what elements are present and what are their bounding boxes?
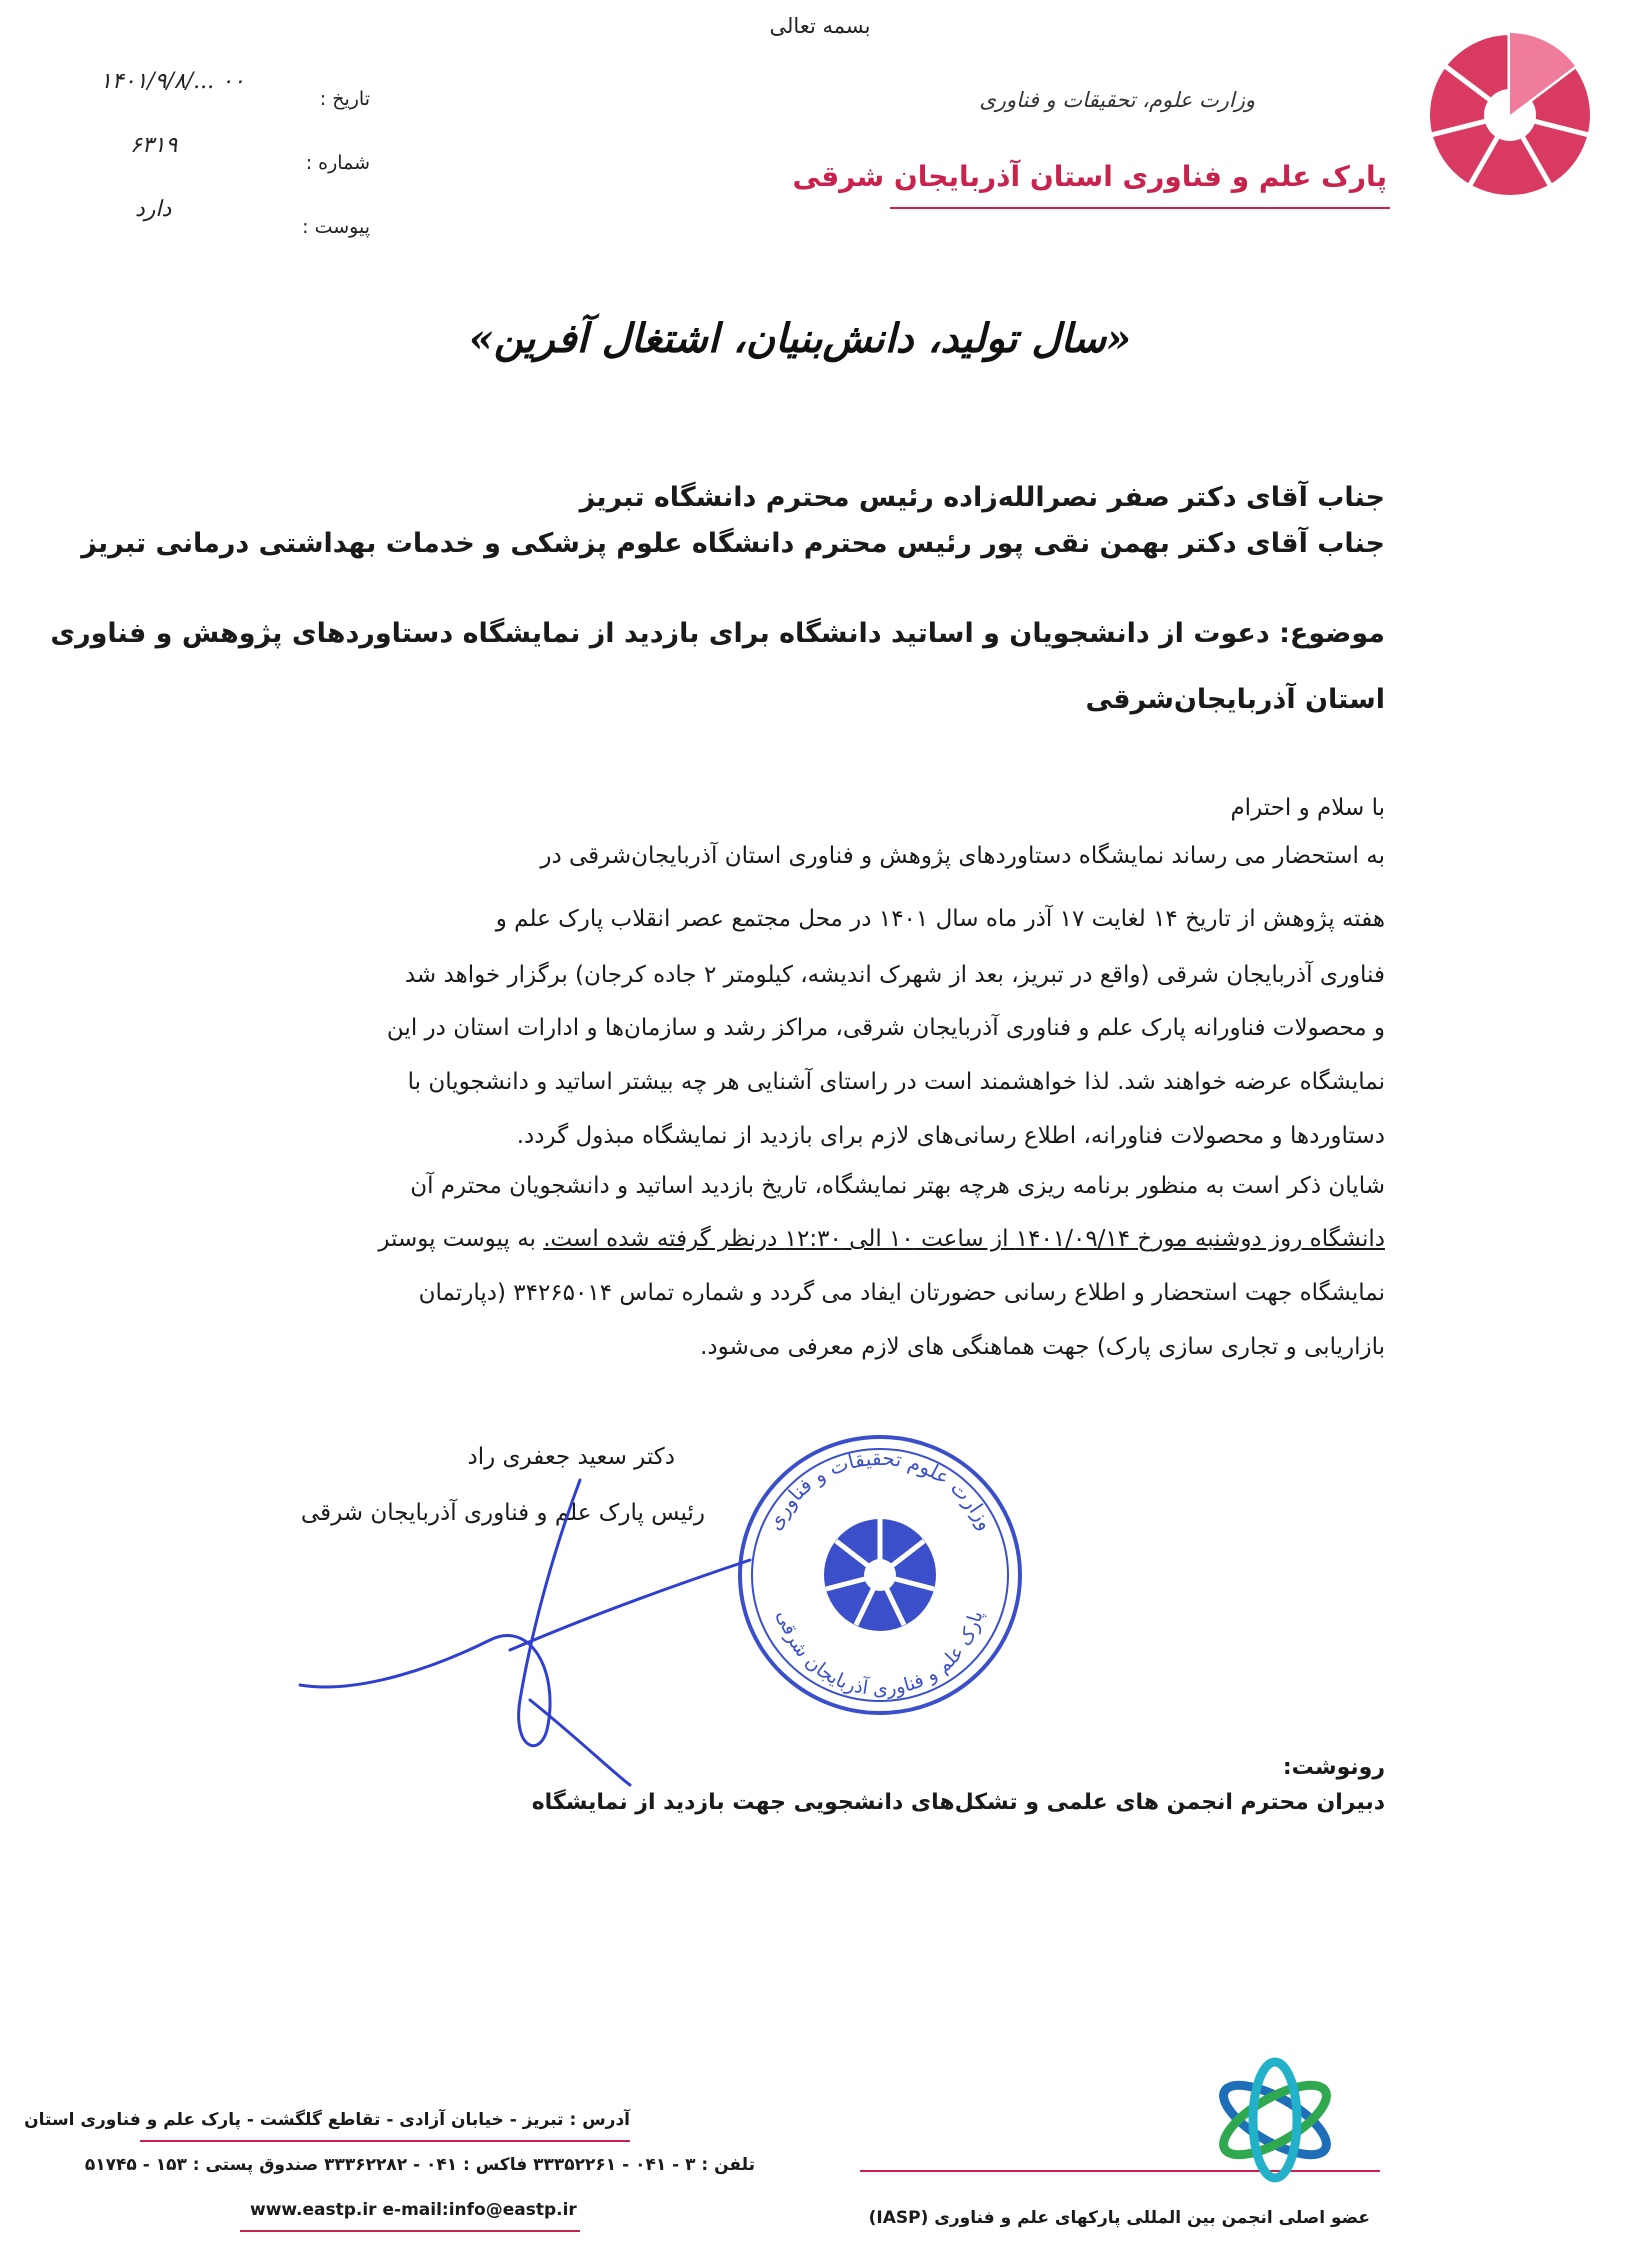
footer-iasp-membership: عضو اصلی انجمن بین المللی پارکهای علم و فناوری (IASP) bbox=[868, 2208, 1370, 2228]
ministry-name: وزارت علوم، تحقیقات و فناوری bbox=[979, 88, 1255, 112]
stamp-top-text: وزارت علوم تحقیقات و فناوری bbox=[761, 1445, 999, 1534]
number-label: شماره : bbox=[305, 152, 370, 174]
park-logo-icon bbox=[1425, 30, 1595, 200]
footer-website-email[interactable]: www.eastp.ir e-mail:info@eastp.ir bbox=[250, 2200, 577, 2220]
footer-phone: تلفن : ۳ - ۰۴۱ - ۳۳۳۵۲۲۶۱ فاکس : ۰۴۱ - ۳۳۳۶۲۲۸۲ صندوق پستی : ۱۵۳ - ۵۱۷۴۵ bbox=[84, 2155, 755, 2175]
footer-divider-1 bbox=[140, 2140, 630, 2142]
stamp-bottom-text: پارک علم و فناوری آذربایجان شرقی bbox=[772, 1607, 988, 1701]
attachment-row bbox=[100, 184, 370, 248]
body-p2-line-1: شایان ذکر است به منظور برنامه ریزی هرچه بهتر نمایشگاه، تاریخ بازدید اساتید و دانشجویان محترم آن bbox=[410, 1173, 1385, 1199]
footer-address: آدرس : تبریز - خیابان آزادی - تقاطع گلگشت - پارک علم و فناوری استان bbox=[24, 2110, 630, 2130]
attachment-label: پیوست : bbox=[302, 216, 370, 238]
body-p2-line-2-rest: به پیوست پوستر bbox=[378, 1226, 544, 1252]
body-p2-line-3: نمایشگاه جهت استحضار و اطلاع رسانی حضورتان ایفاد می گردد و شماره تماس ۳۴۲۶۵۰۱۴ (دپارتمان bbox=[418, 1280, 1385, 1306]
footer-divider-3 bbox=[240, 2230, 580, 2232]
date-value: ۱۴۰۱/۹/۸/... ۰۰ bbox=[100, 69, 245, 94]
subject-line-1: موضوع: دعوت از دانشجویان و اساتید دانشگاه برای بازدید از نمایشگاه دستاوردهای پژوهش و فناوری bbox=[50, 618, 1385, 649]
body-p1-line-2: هفته پژوهش از تاریخ ۱۴ لغایت ۱۷ آذر ماه سال ۱۴۰۱ در محل مجتمع عصر انقلاب پارک علم و bbox=[495, 906, 1385, 932]
visit-date-underlined: دانشگاه روز دوشنبه مورخ ۱۴۰۱/۰۹/۱۴ از ساعت ۱۰ الی ۱۲:۳۰ درنظر گرفته شده است. bbox=[543, 1226, 1385, 1252]
cc-label: رونوشت: bbox=[1282, 1755, 1385, 1780]
body-p1-line-6: دستاوردها و محصولات فناورانه، اطلاع رسانی‌های لازم برای بازدید از نمایشگاه مبذول گردد. bbox=[516, 1123, 1385, 1149]
letter-meta bbox=[100, 56, 370, 248]
body-p1-line-5: نمایشگاه عرضه خواهند شد. لذا خواهشمند است در راستای آشنایی هر چه بیشتر اساتید و دانشجویان با bbox=[407, 1069, 1385, 1095]
official-stamp-icon bbox=[730, 1425, 1030, 1725]
handwritten-signature-icon bbox=[280, 1440, 760, 1800]
addressee-2: جناب آقای دکتر بهمن نقی پور رئیس محترم دانشگاه علوم پزشکی و خدمات بهداشتی درمانی تبریز bbox=[81, 528, 1385, 559]
subject-line-2: استان آذربایجان‌شرقی bbox=[1085, 684, 1385, 715]
greeting: با سلام و احترام bbox=[1230, 795, 1385, 821]
number-value: ۶۳۱۹ bbox=[130, 133, 178, 158]
body-p1-line-4: و محصولات فناورانه پارک علم و فناوری آذربایجان شرقی، مراکز رشد و سازمان‌ها و ادارات استان در این bbox=[386, 1015, 1385, 1041]
cc-recipients: دبیران محترم انجمن های علمی و تشکل‌های دانشجویی جهت بازدید از نمایشگاه bbox=[531, 1790, 1385, 1815]
body-p1-line-3: فناوری آذربایجان شرقی (واقع در تبریز، بعد از شهرک اندیشه، کیلومتر ۲ جاده کرجان) برگزار خواهد شد bbox=[404, 962, 1385, 988]
attachment-value: دارد bbox=[135, 197, 172, 222]
date-row bbox=[100, 56, 370, 120]
addressee-1: جناب آقای دکتر صفر نصرالله‌زاده رئیس محترم دانشگاه تبریز bbox=[579, 482, 1385, 513]
body-p2-line-4: بازاریابی و تجاری سازی پارک) جهت هماهنگی های لازم معرفی می‌شود. bbox=[700, 1334, 1385, 1360]
number-row bbox=[100, 120, 370, 184]
iasp-globe-icon bbox=[1210, 2055, 1340, 2185]
body-p2-line-2 bbox=[378, 1226, 1385, 1252]
signatory-name: دکتر سعید جعفری راد bbox=[467, 1444, 675, 1470]
year-slogan: «سال تولید، دانش‌بنیان، اشتغال آفرین» bbox=[468, 315, 1132, 362]
bismillah-heading: بسمه تعالی bbox=[769, 14, 871, 38]
header-divider bbox=[890, 207, 1390, 209]
park-name: پارک علم و فناوری استان آذربایجان شرقی bbox=[792, 160, 1387, 193]
date-label: تاریخ : bbox=[319, 88, 370, 110]
body-p1-line-1: به استحضار می رساند نمایشگاه دستاوردهای پژوهش و فناوری استان آذربایجان‌شرقی در bbox=[540, 843, 1385, 869]
signatory-title: رئیس پارک علم و فناوری آذربایجان شرقی bbox=[300, 1500, 705, 1526]
